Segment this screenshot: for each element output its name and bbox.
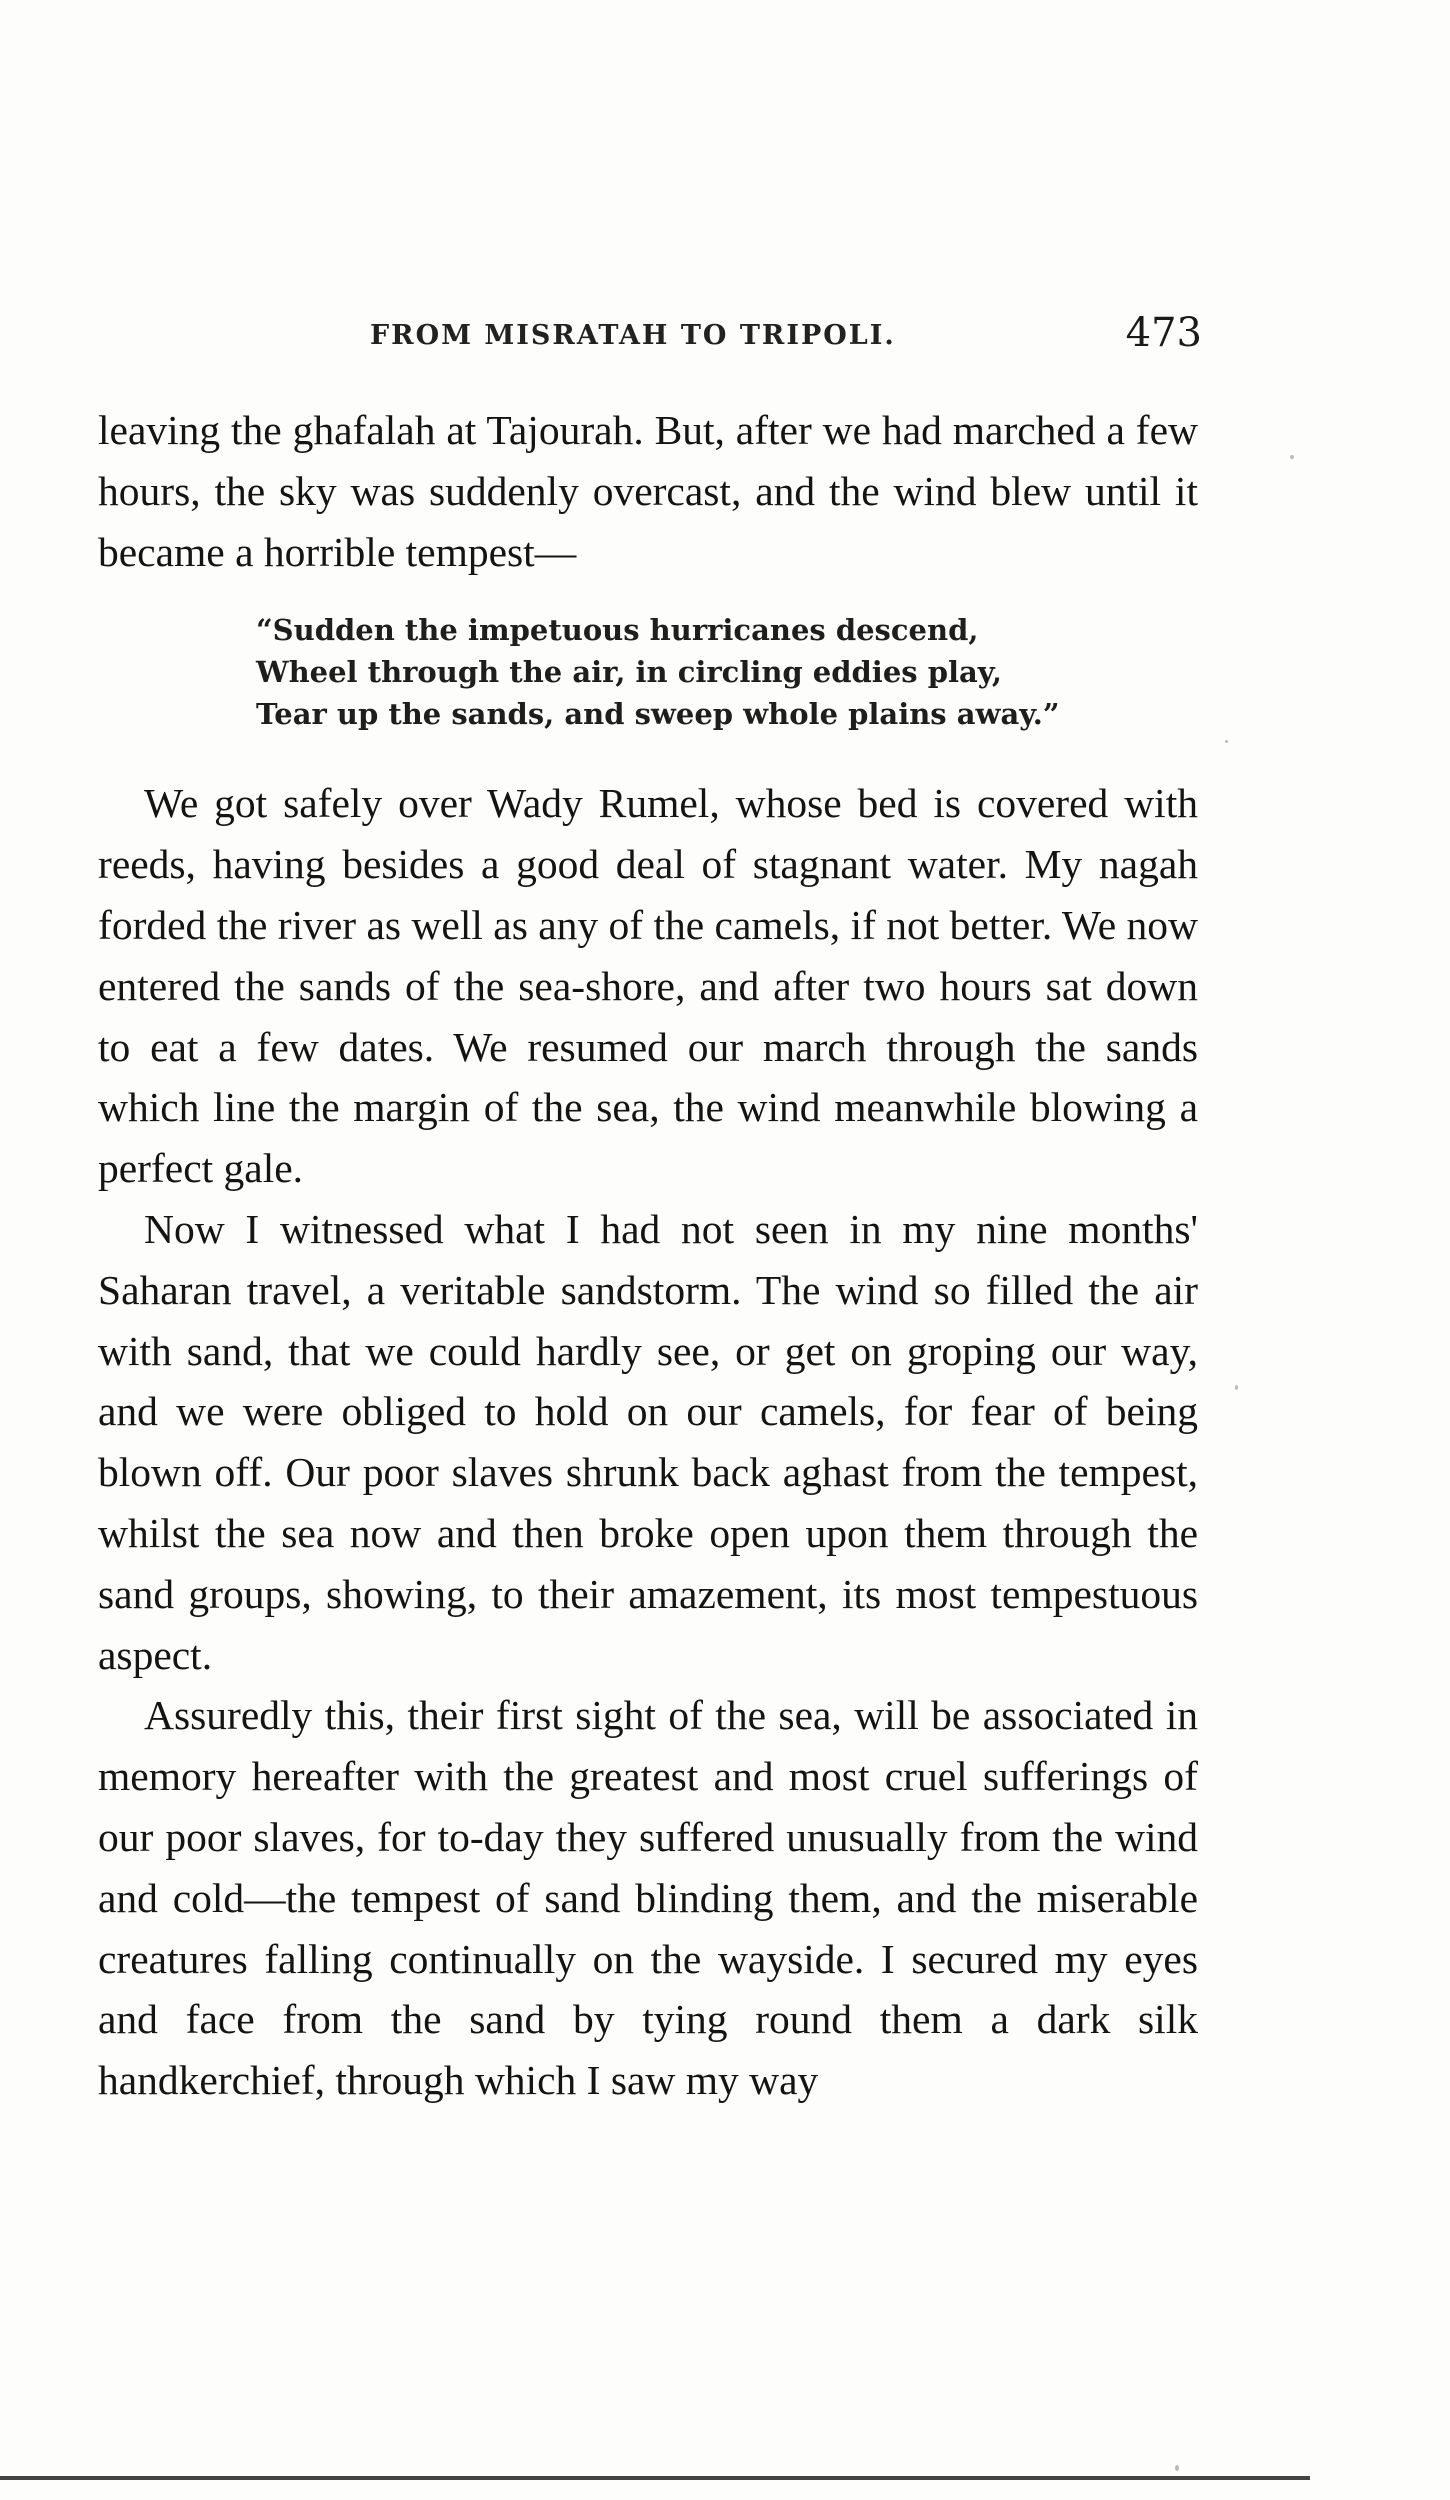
body-text: [98, 400, 1198, 2111]
paragraph-continuation: leaving the ghafalah at Tajourah. But, after we had marched a few hours, the sky was suddenly overcast, and the wind blew until it became a horrible tempest—: [98, 407, 1198, 575]
page-header: [100, 310, 1220, 360]
paragraph-sandstorm: Now I witnessed what I had not seen in my nine months' Saharan travel, a veritable sandstorm. The wind so filled the air with sand, that we could hardly see, or get on groping our way, and we were obliged to hold on our camels, for fear of being blown off. Our poor slaves shrunk back aghast from the tempest, whilst the sea now and then broke open upon them through the sand groups, showing, to their amazement, its most tempestuous aspect.: [98, 1205, 1198, 1678]
paper-speck: [1235, 1385, 1238, 1390]
running-head: FROM MISRATAH TO TRIPOLI.: [370, 320, 896, 351]
verse-line: “Sudden the impetuous hurricanes descend,: [256, 613, 979, 648]
verse-line: Tear up the sands, and sweep whole plains away.”: [256, 697, 1060, 732]
paragraph-first-sight-of-sea: Assuredly this, their first sight of the sea, will be associated in memory hereafter with the greatest and most cruel sufferings of our poor slaves, for to-day they suffered unusually from the wind and cold—the tempest of sand blinding them, and the miserable creatures falling continually on the wayside. I secured my eyes and face from the sand by tying round them a dark silk handkerchief, through which I saw my way: [98, 1692, 1198, 2104]
paper-speck: [1175, 2465, 1179, 2471]
paragraph-wady-rumel: We got safely over Wady Rumel, whose bed is covered with reeds, having besides a good deal of stagnant water. My nagah forded the river as well as any of the camels, if not better. We now entered the sands of the sea-shore, and after two hours sat down to eat a few dates. We resumed our march through the sands which line the margin of the sea, the wind meanwhile blowing a perfect gale.: [98, 780, 1198, 1192]
verse-line: Wheel through the air, in circling eddies play,: [256, 655, 1002, 690]
page-bottom-edge: [0, 2476, 1310, 2480]
page-number: 473: [1125, 310, 1202, 356]
paper-speck: [1290, 455, 1294, 459]
verse-quote: [256, 609, 1198, 735]
paper-speck: [1225, 740, 1228, 743]
